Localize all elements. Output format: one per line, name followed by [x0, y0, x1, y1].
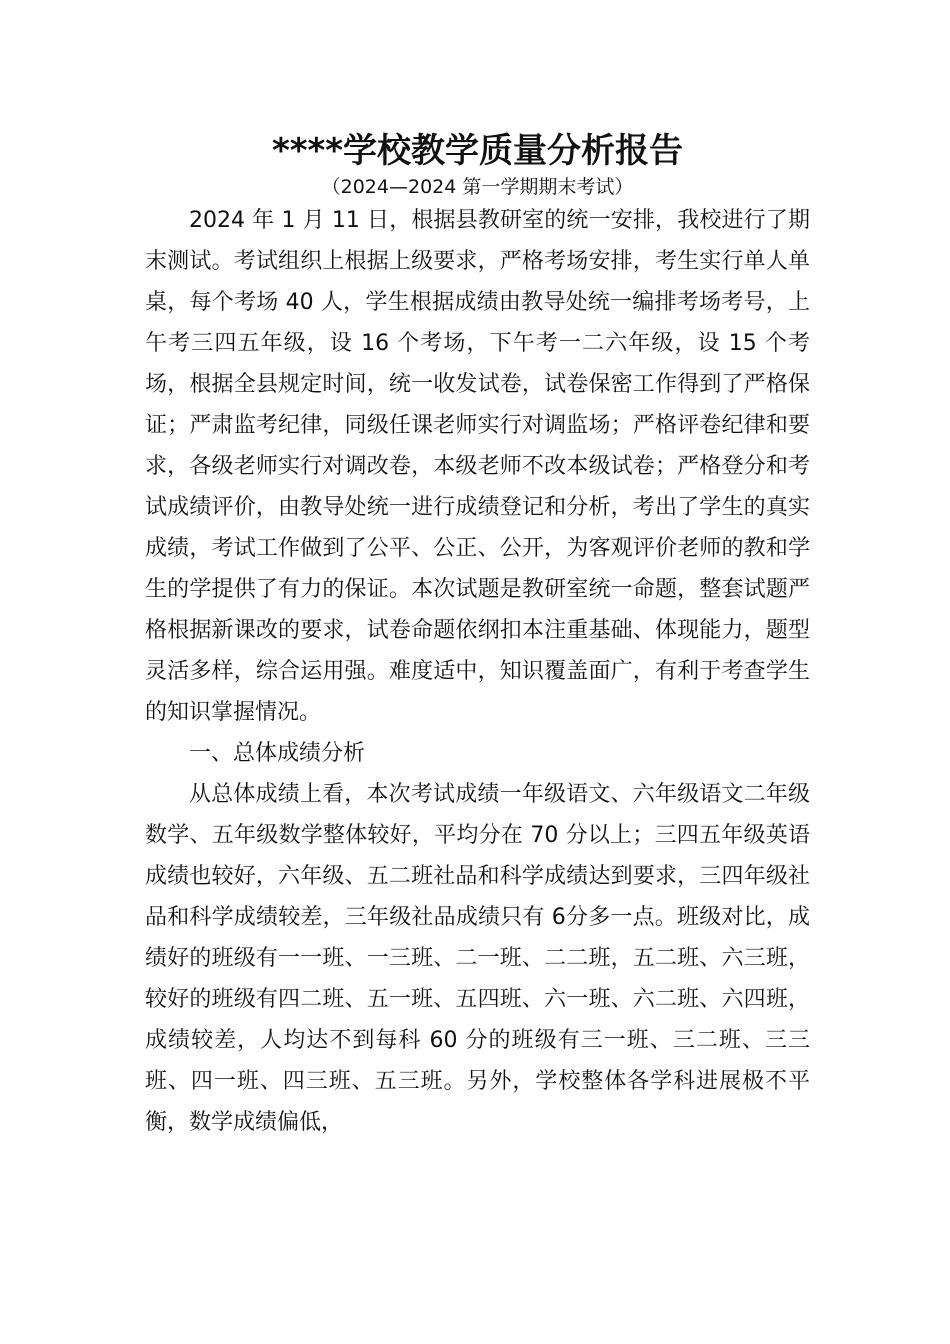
- section-heading: 一、总体成绩分析: [189, 741, 366, 766]
- intro-paragraph: 2024 年 1 月 11 日，根据县教研室的统一安排，我校进行了期末测试。考试组织上根据上级要求，严格考场安排，考生实行单人单桌，每个考场 40 人，学生根据成绩由教导处统一编排考场考号，上午考三四五年级，设 16 个考场，下午考一二六年级，设 15 个考场，根据全县规定时间，统一收发试卷，试卷保密工作得到了严格保证；严肃监考纪律，同级任课老师实行对调监场；严格评卷纪律和要求，各级老师实行对调改卷，本级老师不改本级试卷；严格登分和考试成绩评价，由教导处统一进行成绩登记和分析，考出了学生的真实成绩，考试工作做到了公平、公正、公开，为客观评价老师的教和学生的学提供了有力的保证。本次试题是教研室统一命题，整套试题严格根据新课改的要求，试卷命题依纲扣本注重基础、体现能力，题型灵活多样，综合运用强。难度适中，知识覆盖面广，有利于考查学生的知识掌握情况。: [145, 208, 810, 725]
- section-paragraph: 从总体成绩上看，本次考试成绩一年级语文、六年级语文二年级数学、五年级数学整体较好，平均分在 70 分以上；三四五年级英语成绩也较好，六年级、五二班社品和科学成绩达到要求，三四年级社品和科学成绩较差，三年级社品成绩只有 6分多一点。班级对比，成绩好的班级有一一班、一三班、二一班、二二班，五二班、六三班，较好的班级有四二班、五一班、五四班、六一班、六二班、六四班，成绩较差，人均达不到每科 60 分的班级有三一班、三二班、三三班、四一班、四三班、五三班。另外，学校整体各学科进展极不平衡，数学成绩偏低，: [145, 782, 810, 1135]
- document-subtitle: （2024—2024 第一学期期末考试）: [321, 176, 634, 198]
- document-title: ****学校教学质量分析报告: [271, 131, 684, 171]
